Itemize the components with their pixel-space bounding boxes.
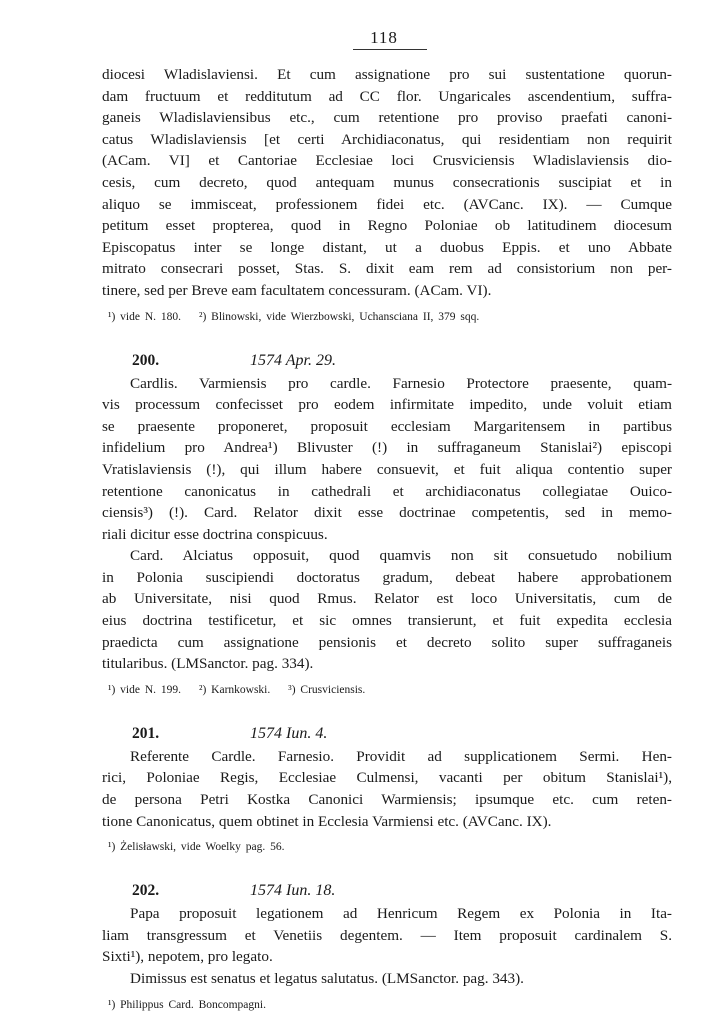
text-line: rici, Poloniae Regis, Ecclesiae Culmensi, vacanti per obitum Stanislai¹),	[102, 769, 672, 787]
entry-heading	[102, 351, 672, 371]
text-line: dam fructuum et redditutum ad CC flor. Ungaricales ascendentium, suffra-	[102, 87, 672, 105]
text-line: tione Canonicatus, quem obtinet in Ecclesia Varmiensi etc. (AVCanc. IX).	[102, 812, 552, 830]
entry-number: 202.	[132, 882, 160, 900]
text-line: ciensis³) (!). Card. Relator dixit esse doctrinae competentis, sed in memo-	[102, 504, 672, 522]
entry-paragraph	[102, 903, 672, 968]
text-line: Card. Alciatus opposuit, quod quamvis non sit consuetudo nobilium	[130, 547, 672, 565]
text-line: riali dicitur esse doctrina conspicuus.	[102, 525, 328, 543]
entry	[102, 881, 672, 1012]
entry-date: 1574 Iun. 4.	[250, 724, 328, 742]
text-line: cesis, cum decreto, quod antequam munus consecrationis suscipiat et in	[102, 173, 672, 191]
entry-date: 1574 Iun. 18.	[250, 882, 336, 900]
entry-footnotes	[108, 683, 672, 698]
entry-heading	[102, 724, 672, 744]
text-line: Episcopatus inter se longe distant, ut a duobus Eppis. et uno Abbate	[102, 238, 672, 256]
text-line: tinere, sed per Breve eam facultatem concessuram. (ACam. VI).	[102, 281, 492, 299]
text-line: diocesi Wladislaviensi. Et cum assignatione pro sui sustentatione quorun-	[102, 66, 672, 83]
page-number: 118	[370, 28, 398, 47]
entry-paragraph	[102, 545, 672, 675]
entry-number: 200.	[132, 351, 160, 369]
footnote: ¹) Philippus Card. Boncompagni.	[108, 998, 266, 1011]
text-line: praedicta cum assignatione pensionis et decreto solito super suffraganeis	[102, 633, 672, 651]
footnote: ¹) vide N. 199.	[108, 683, 182, 696]
entry-heading	[102, 881, 672, 901]
entry	[102, 724, 672, 855]
text-line: mitrato consecrari posset, Stas. S. dixit eam rem ad consistorium non per-	[102, 260, 672, 278]
text-line: infidelium pro Andrea¹) Blivuster (!) in suffraganeum Stanislai²) episcopi	[102, 439, 672, 457]
footnote: ²) Karnkowski.	[199, 683, 271, 696]
entry-paragraph	[102, 968, 672, 990]
continued-paragraph	[102, 64, 672, 302]
text-line: Sixti¹), nepotem, pro legato.	[102, 948, 273, 966]
text-line: Referente Cardle. Farnesio. Providit ad supplicationem Sermi. Hen-	[130, 747, 672, 765]
text-line: Dimissus est senatus et legatus salutatus. (LMSanctor. pag. 343).	[130, 970, 524, 987]
text-line: aliquo se immisceat, professionem fidei etc. (AVCanc. IX). — Cumque	[102, 195, 672, 213]
text-line: de persona Petri Kostka Canonici Warmiensis; ipsumque etc. cum reten-	[102, 791, 672, 809]
text-line: Papa proposuit legationem ad Henricum Regem ex Polonia in Ita-	[130, 905, 672, 923]
text-line: petitum esset propterea, quod in Regno Poloniae ob latitudinem diocesum	[102, 217, 672, 235]
entry-footnotes	[108, 840, 672, 855]
page-number-rule	[353, 49, 427, 50]
intro-footnotes	[108, 310, 672, 325]
entry-paragraph	[102, 373, 672, 546]
text-line: ganeis Wladislaviensibus etc., cum retentione pro proviso praefati canoni-	[102, 109, 672, 127]
text-line: se praesente proponeret, proposuit ecclesiam Margaritensem in partibus	[102, 417, 672, 435]
text-line: liam transgressum et Venetiis degentem. — Item proposuit cardinalem S.	[102, 926, 672, 944]
text-line: titularibus. (LMSanctor. pag. 334).	[102, 655, 314, 673]
entry	[102, 351, 672, 698]
entry-date: 1574 Apr. 29.	[250, 351, 336, 369]
entry-footnotes	[108, 998, 672, 1013]
text-line: in Polonia suscipiendi doctoratus gradum, debeat habere approbationem	[102, 568, 672, 586]
text-line: eius doctrina testificetur, et sic omnes transierunt, et fuit expedita ecclesia	[102, 612, 672, 630]
text-line: Cardlis. Varmiensis pro cardle. Farnesio Protectore praesente, quam-	[130, 374, 672, 392]
page-content	[102, 64, 672, 1013]
footnote: ¹) vide N. 180.	[108, 310, 182, 323]
text-line: Vratislaviensis (!), qui illum habere consuevit, et fuit aliqua contentio super	[102, 460, 672, 478]
text-line: (ACam. VI] et Cantoriae Ecclesiae loci Crusviciensis Wladislaviensis dio-	[102, 152, 672, 170]
footnote: ¹) Żelisławski, vide Woelky pag. 56.	[108, 841, 285, 854]
entry-number: 201.	[132, 724, 160, 742]
footnote: ²) Blinowski, vide Wierzbowski, Uchansciana II, 379 sqq.	[199, 310, 480, 323]
text-line: catus Wladislaviensis [et certi Archidiaconatus, qui residentiam non requirit	[102, 130, 672, 148]
text-line: retentione canonicatus in cathedrali et archidiaconatus collegiatae Ouico-	[102, 482, 672, 500]
text-line: vis processum confecisset pro eodem infirmitate impedito, unde voluit etiam	[102, 396, 672, 414]
text-line: ab Universitate, nisi quod Rmus. Relator est loco Universitatis, cum de	[102, 590, 672, 608]
entry-paragraph	[102, 746, 672, 832]
footnote: ³) Crusviciensis.	[288, 683, 366, 696]
entries-list	[102, 351, 672, 1013]
